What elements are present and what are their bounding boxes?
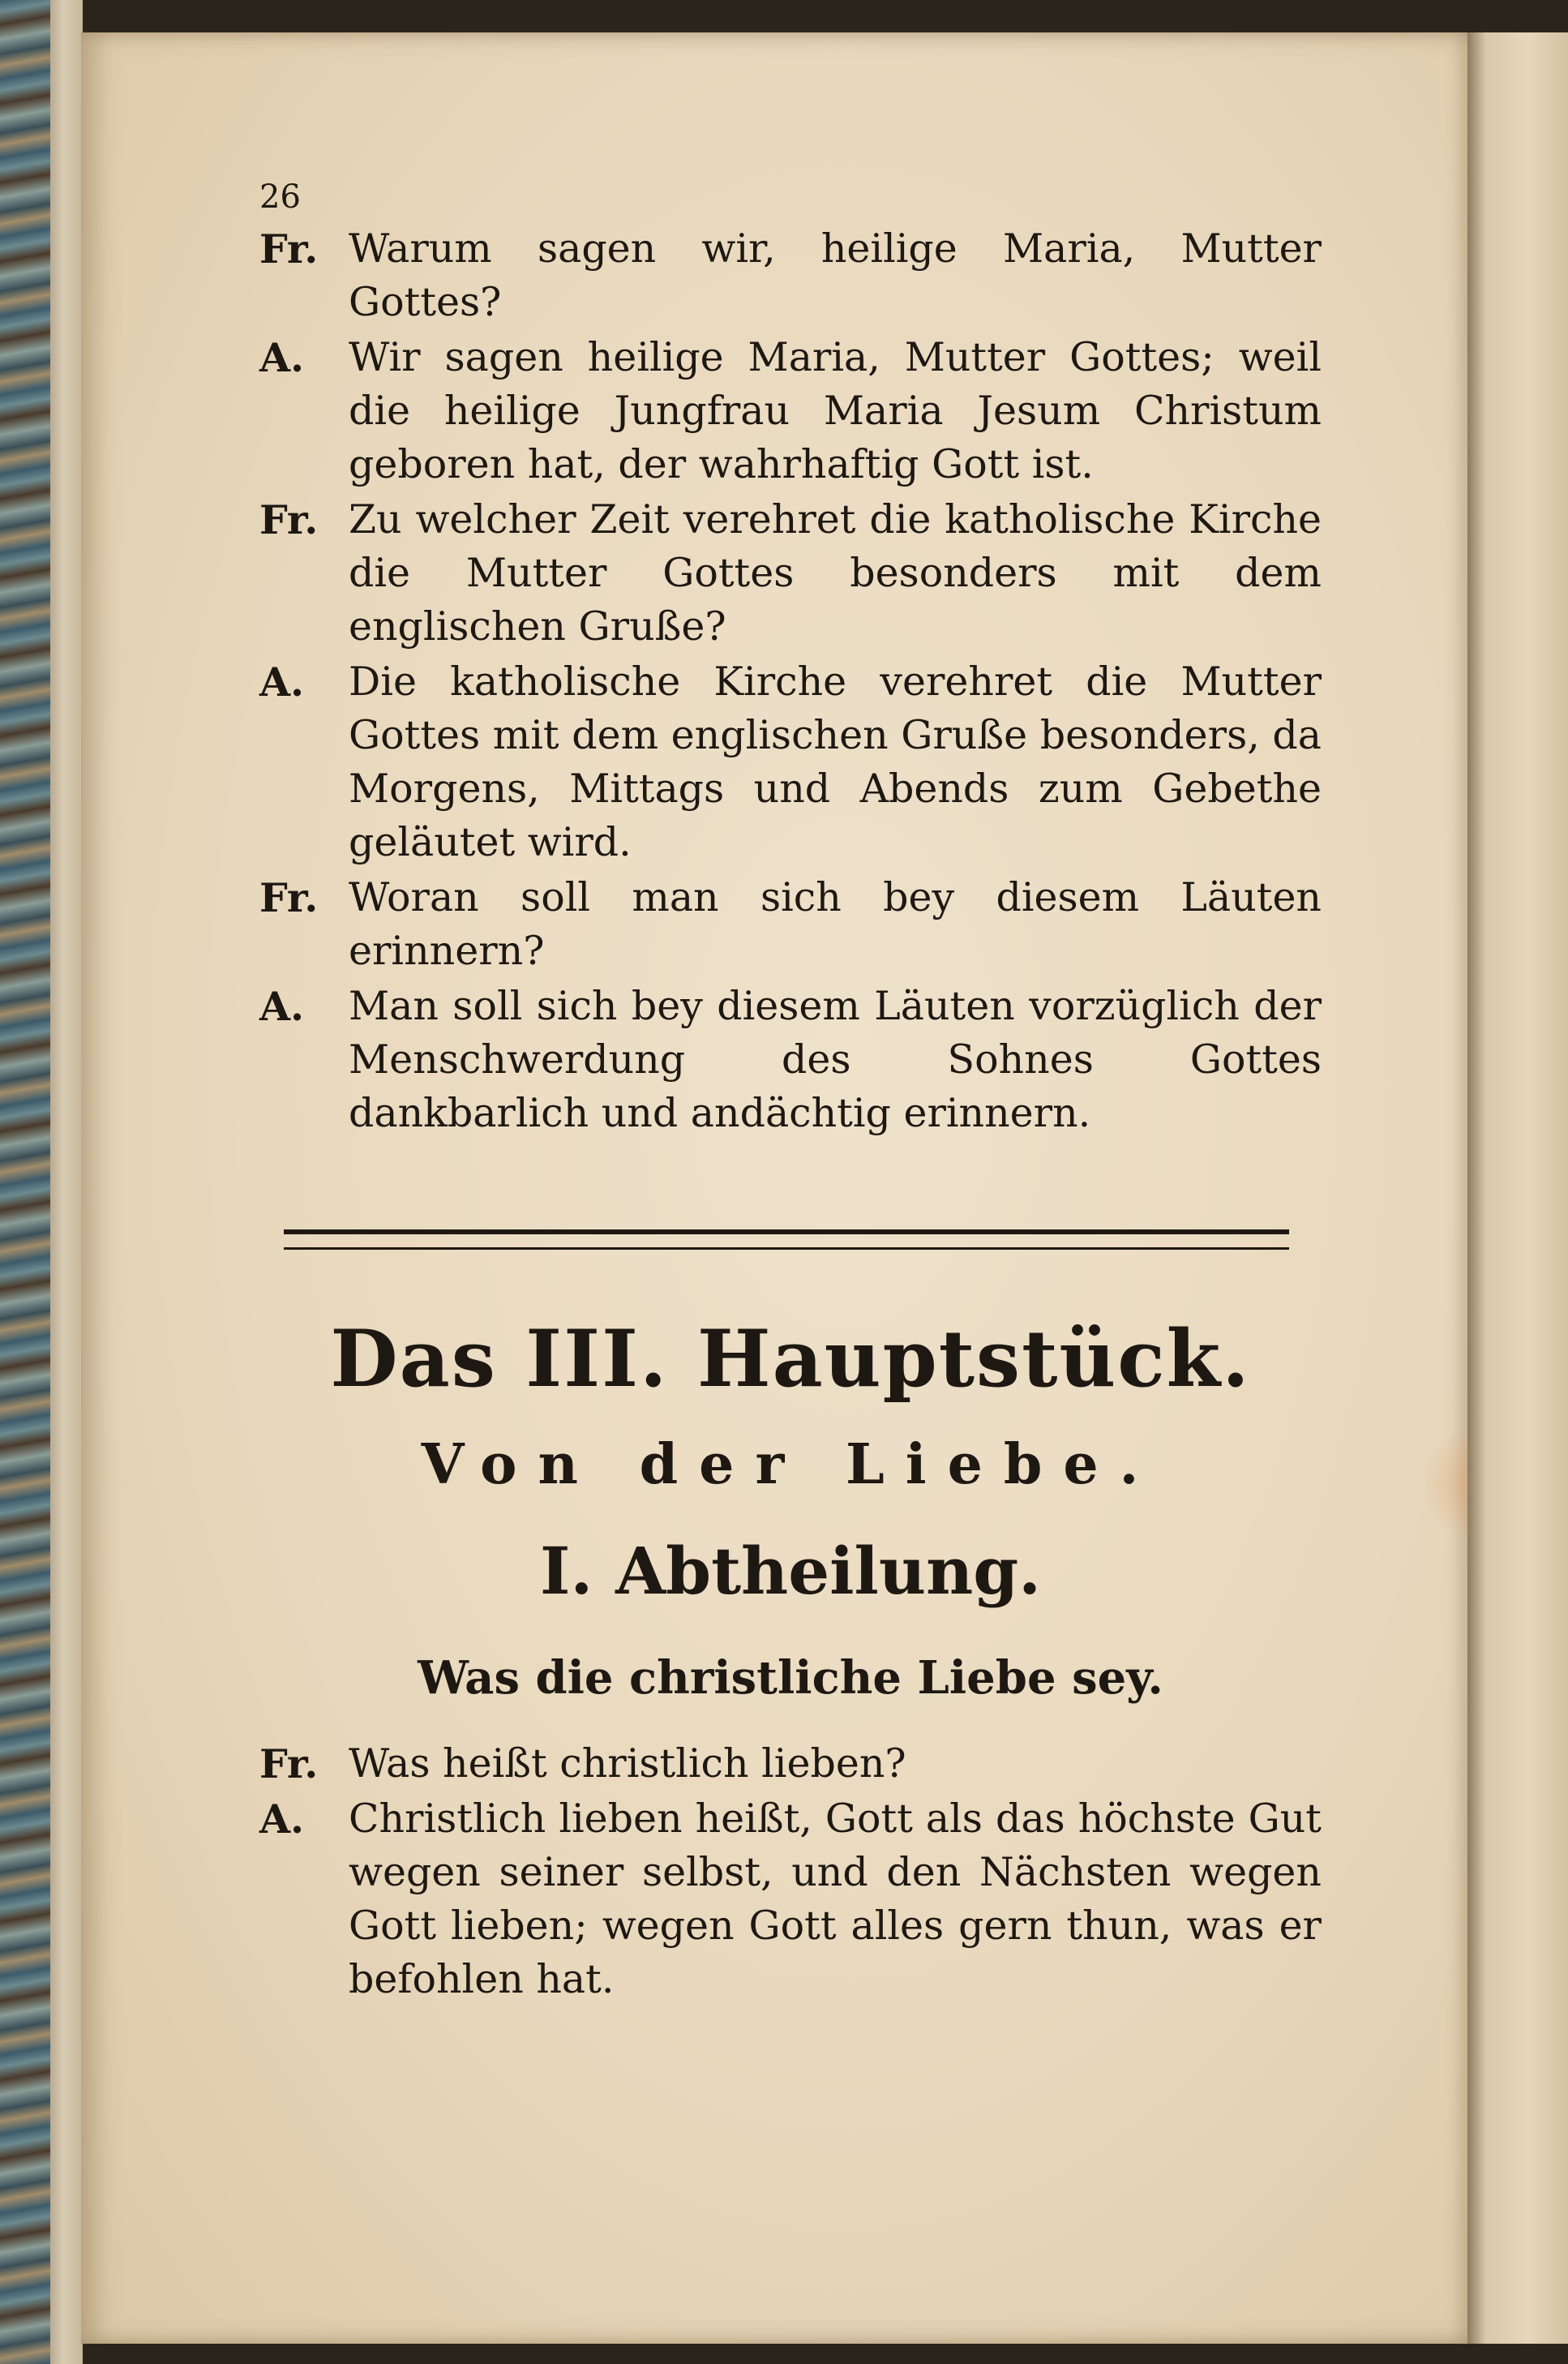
- qa-text: Die katholische Kirche verehret die Mutter Gottes mit dem englischen Gruße besonders, da Morgens, Mittags und Abends zum Gebethe geläutet wird.: [349, 659, 1322, 865]
- qa-marker: Fr.: [259, 874, 319, 921]
- section-heading: Was die christliche Liebe sey.: [418, 1651, 1163, 1705]
- chapter-heading: Das III. Hauptstück.: [330, 1313, 1251, 1405]
- qa-list-before: [259, 222, 1322, 1140]
- qa-text: Man soll sich bey diesem Läuten vorzüglich der Menschwerdung des Sohnes Gottes dankbarlich und andächtig erinnern.: [349, 983, 1322, 1136]
- qa-item: [259, 980, 1322, 1140]
- qa-text: Wir sagen heilige Maria, Mutter Gottes; weil die heilige Jungfrau Maria Jesum Christum geboren hat, der wahrhaftig Gott ist.: [349, 334, 1322, 487]
- double-rule-divider: [284, 1229, 1289, 1250]
- qa-item: [259, 655, 1322, 869]
- qa-text: Woran soll man sich bey diesem Läuten erinnern?: [349, 874, 1322, 974]
- page-edges: [50, 0, 83, 2364]
- qa-item: [259, 871, 1322, 978]
- qa-item: [259, 1737, 1322, 1791]
- qa-item: [259, 493, 1322, 654]
- qa-marker: A.: [259, 334, 305, 381]
- qa-marker: A.: [259, 1796, 305, 1843]
- qa-marker: Fr.: [259, 496, 319, 543]
- qa-text: Was heißt christlich lieben?: [349, 1740, 906, 1787]
- qa-marker: A.: [259, 983, 305, 1030]
- qa-text: Zu welcher Zeit verehret die katholische Kirche die Mutter Gottes besonders mit dem englischen Gruße?: [349, 496, 1322, 650]
- qa-list-after: [259, 1737, 1322, 2006]
- page-content: [259, 178, 1322, 2008]
- chapter-subtitle: Von der Liebe.: [421, 1432, 1160, 1497]
- marbled-cover: [0, 0, 57, 2364]
- qa-item: [259, 331, 1322, 491]
- qa-marker: A.: [259, 659, 305, 706]
- page-number: 26: [259, 178, 301, 216]
- qa-item: [259, 222, 1322, 329]
- qa-text: Warum sagen wir, heilige Maria, Mutter Gottes?: [349, 225, 1322, 325]
- facing-page-edge: [1467, 32, 1568, 2344]
- qa-text: Christlich lieben heißt, Gott als das höchste Gut wegen seiner selbst, und den Nächsten wegen Gott lieben; wegen Gott alles gern thun, was er befohlen hat.: [349, 1796, 1322, 2002]
- qa-marker: Fr.: [259, 1740, 319, 1787]
- part-heading: I. Abtheilung.: [539, 1533, 1042, 1609]
- qa-item: [259, 1792, 1322, 2006]
- qa-marker: Fr.: [259, 225, 319, 272]
